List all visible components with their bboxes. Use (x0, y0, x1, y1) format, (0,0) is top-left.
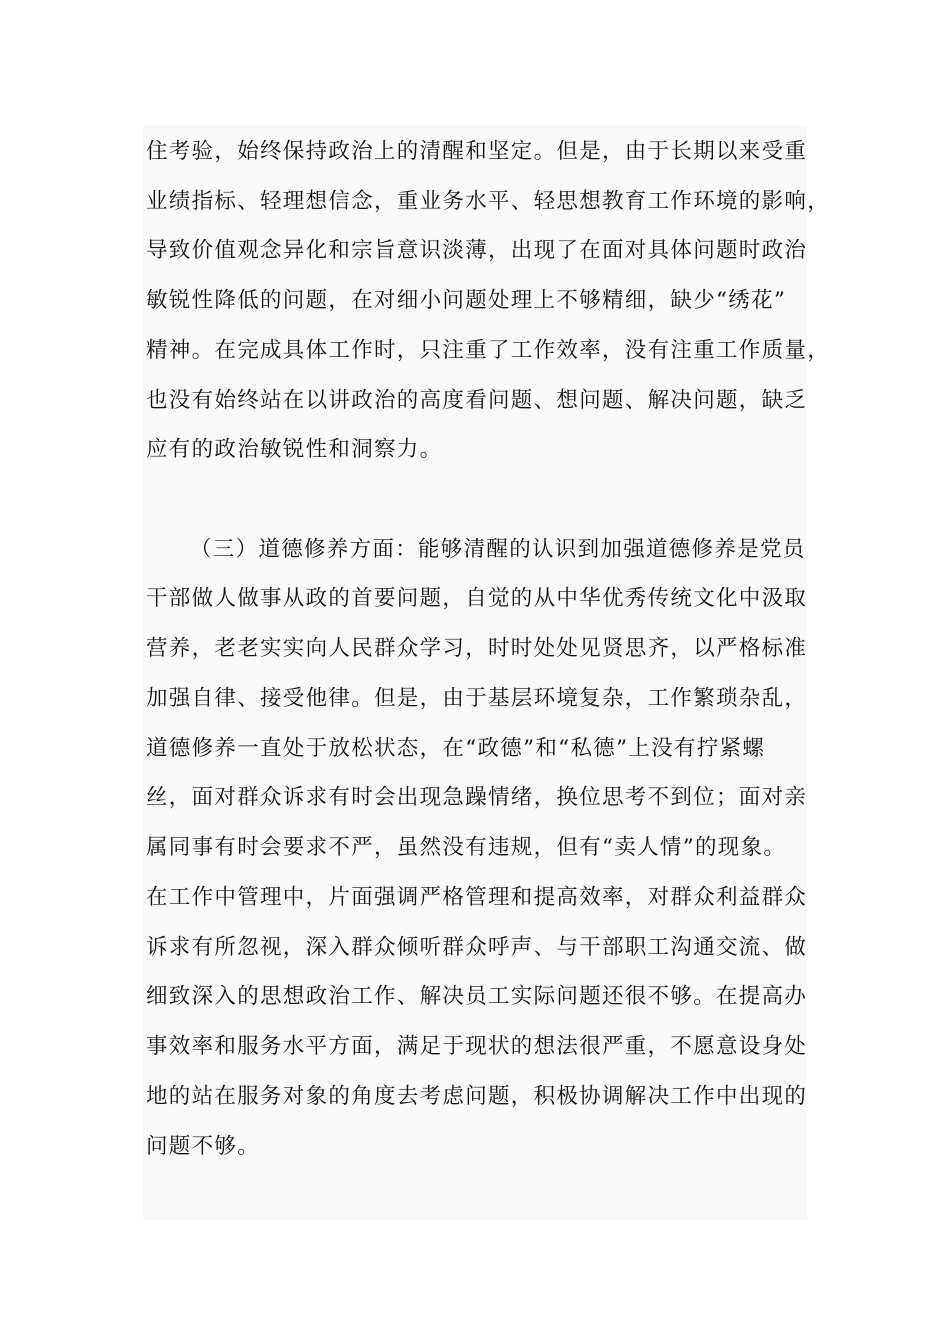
text-line: 敏锐性降低的问题，在对细小问题处理上不够精细，缺少“绣花” (146, 288, 787, 313)
text-line: 问题不够。 (146, 1134, 261, 1159)
text-line: 也没有始终站在以讲政治的高度看问题、想问题、解决问题，缺乏 (146, 388, 808, 413)
text-line: 住考验，始终保持政治上的清醒和坚定。但是，由于长期以来受重 (146, 139, 808, 164)
text-line: 在工作中管理中，片面强调严格管理和提高效率，对群众利益群众 (146, 885, 808, 910)
text-line: 细致深入的思想政治工作、解决员工实际问题还很不够。在提高办 (146, 984, 808, 1009)
text-line: 地的站在服务对象的角度去考虑问题，积极协调解决工作中出现的 (146, 1084, 808, 1109)
text-line: 诉求有所忽视，深入群众倾听群众呼声、与干部职工沟通交流、做 (146, 935, 808, 960)
document-body (143, 125, 831, 1220)
text-line: 属同事有时会要求不严，虽然没有违规，但有“卖人情”的现象。 (146, 835, 787, 860)
section-heading-line: （三）道德修养方面：能够清醒的认识到加强道德修养是党员 (190, 537, 806, 562)
text-line: 丝，面对群众诉求有时会出现急躁情绪，换位思考不到位；面对亲 (146, 785, 808, 810)
text-line: 加强自律、接受他律。但是，由于基层环境复杂，工作繁琐杂乱， (146, 686, 808, 711)
text-line: 精神。在完成具体工作时，只注重了工作效率，没有注重工作质量， (146, 338, 831, 363)
text-line: 营养，老老实实向人民群众学习，时时处处见贤思齐，以严格标准 (146, 636, 808, 661)
text-line: 道德修养一直处于放松状态，在“政德”和“私德”上没有拧紧螺 (146, 736, 766, 761)
text-line: 导致价值观念异化和宗旨意识淡薄，出现了在面对具体问题时政治 (146, 238, 808, 263)
text-line: 应有的政治敏锐性和洞察力。 (146, 437, 443, 462)
text-line: 干部做人做事从政的首要问题，自觉的从中华优秀传统文化中汲取 (146, 586, 808, 611)
text-line: 业绩指标、轻理想信念，重业务水平、轻思想教育工作环境的影响， (146, 189, 831, 214)
text-line: 事效率和服务水平方面，满足于现状的想法很严重，不愿意设身处 (146, 1034, 808, 1059)
